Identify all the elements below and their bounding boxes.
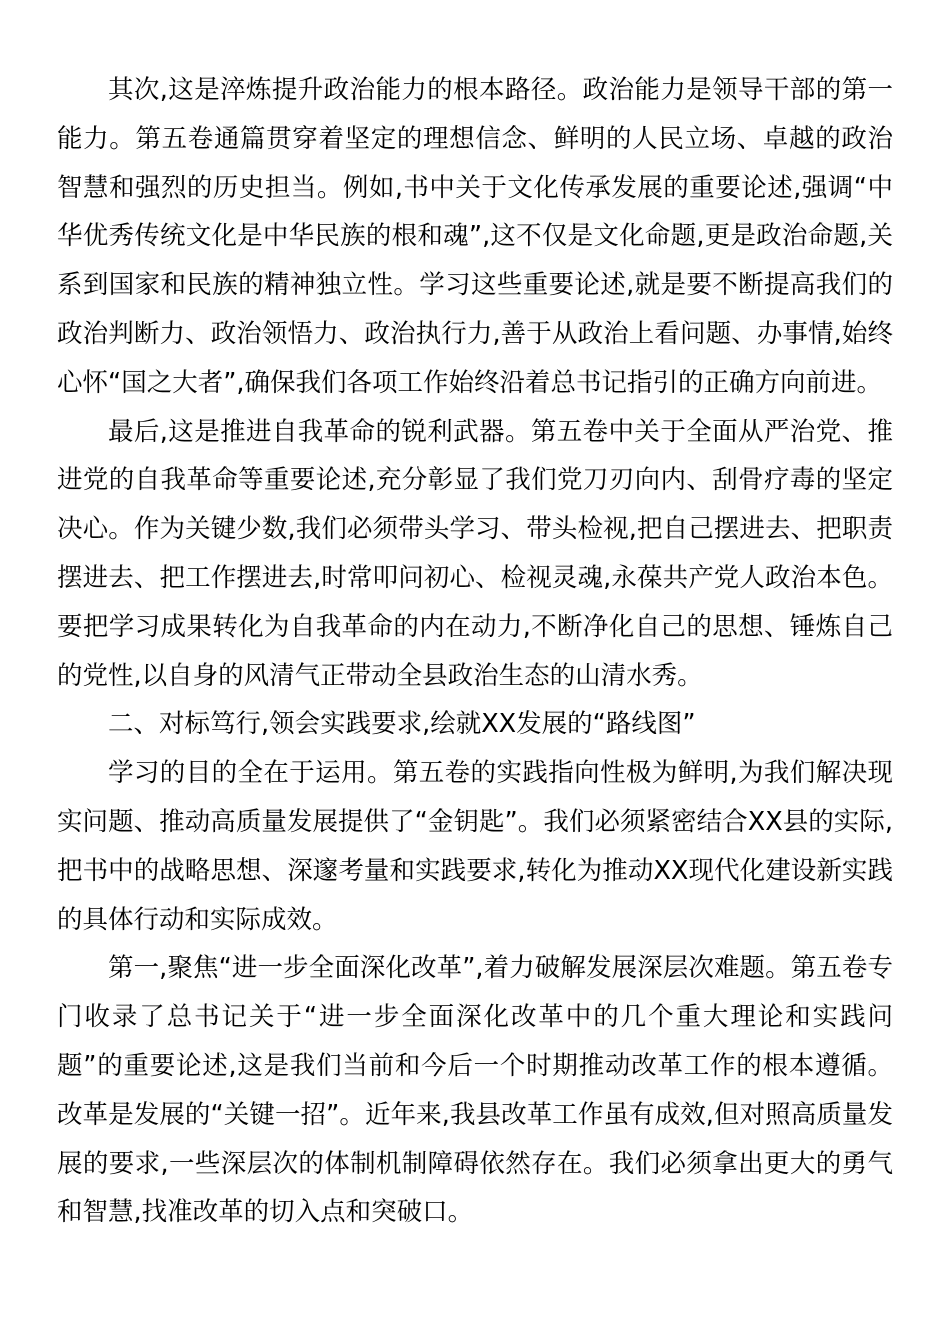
paragraph-self-revolution: 最后,这是推进自我革命的锐利武器。第五卷中关于全面从严治党、推进党的自我革命等重要论述,充分彰显了我们党刀刃向内、刮骨疗毒的坚定决心。作为关键少数,我们必须带头学习、带头检视,把自己摆进去、把职责摆进去、把工作摆进去,时常叩问初心、检视灵魂,永葆共产党人政治本色。要把学习成果转化为自我革命的内在动力,不断净化自己的思想、锤炼自己的党性,以自身的风清气正带动全县政治生态的山清水秀。	[57, 416, 893, 691]
paragraph-political-ability: 其次,这是淬炼提升政治能力的根本路径。政治能力是领导干部的第一能力。第五卷通篇贯穿着坚定的理想信念、鲜明的人民立场、卓越的政治智慧和强烈的历史担当。例如,书中关于文化传承发展的重要论述,强调“中华优秀传统文化是中华民族的根和魂”,这不仅是文化命题,更是政治命题,关系到国家和民族的精神独立性。学习这些重要论述,就是要不断提高我们的政治判断力、政治领悟力、政治执行力,善于从政治上看问题、办事情,始终心怀“国之大者”,确保我们各项工作始终沿着总书记指引的正确方向前进。	[57, 75, 893, 398]
paragraph-application: 学习的目的全在于运用。第五卷的实践指向性极为鲜明,为我们解决现实问题、推动高质量发展提供了“金钥匙”。我们必须紧密结合XX县的实际,把书中的战略思想、深邃考量和实践要求,转化为推动XX现代化建设新实践的具体行动和实际成效。	[57, 758, 893, 935]
document-page	[57, 66, 893, 1237]
paragraph-deepen-reform: 第一,聚焦“进一步全面深化改革”,着力破解发展深层次难题。第五卷专门收录了总书记关于“进一步全面深化改革中的几个重大理论和实践问题”的重要论述,这是我们当前和今后一个时期推动改革工作的根本遵循。改革是发展的“关键一招”。近年来,我县改革工作虽有成效,但对照高质量发展的要求,一些深层次的体制机制障碍依然存在。我们必须拿出更大的勇气和智慧,找准改革的切入点和突破口。	[57, 953, 893, 1228]
section-heading-two: 二、对标笃行,领会实践要求,绘就XX发展的“路线图”	[108, 709, 696, 740]
